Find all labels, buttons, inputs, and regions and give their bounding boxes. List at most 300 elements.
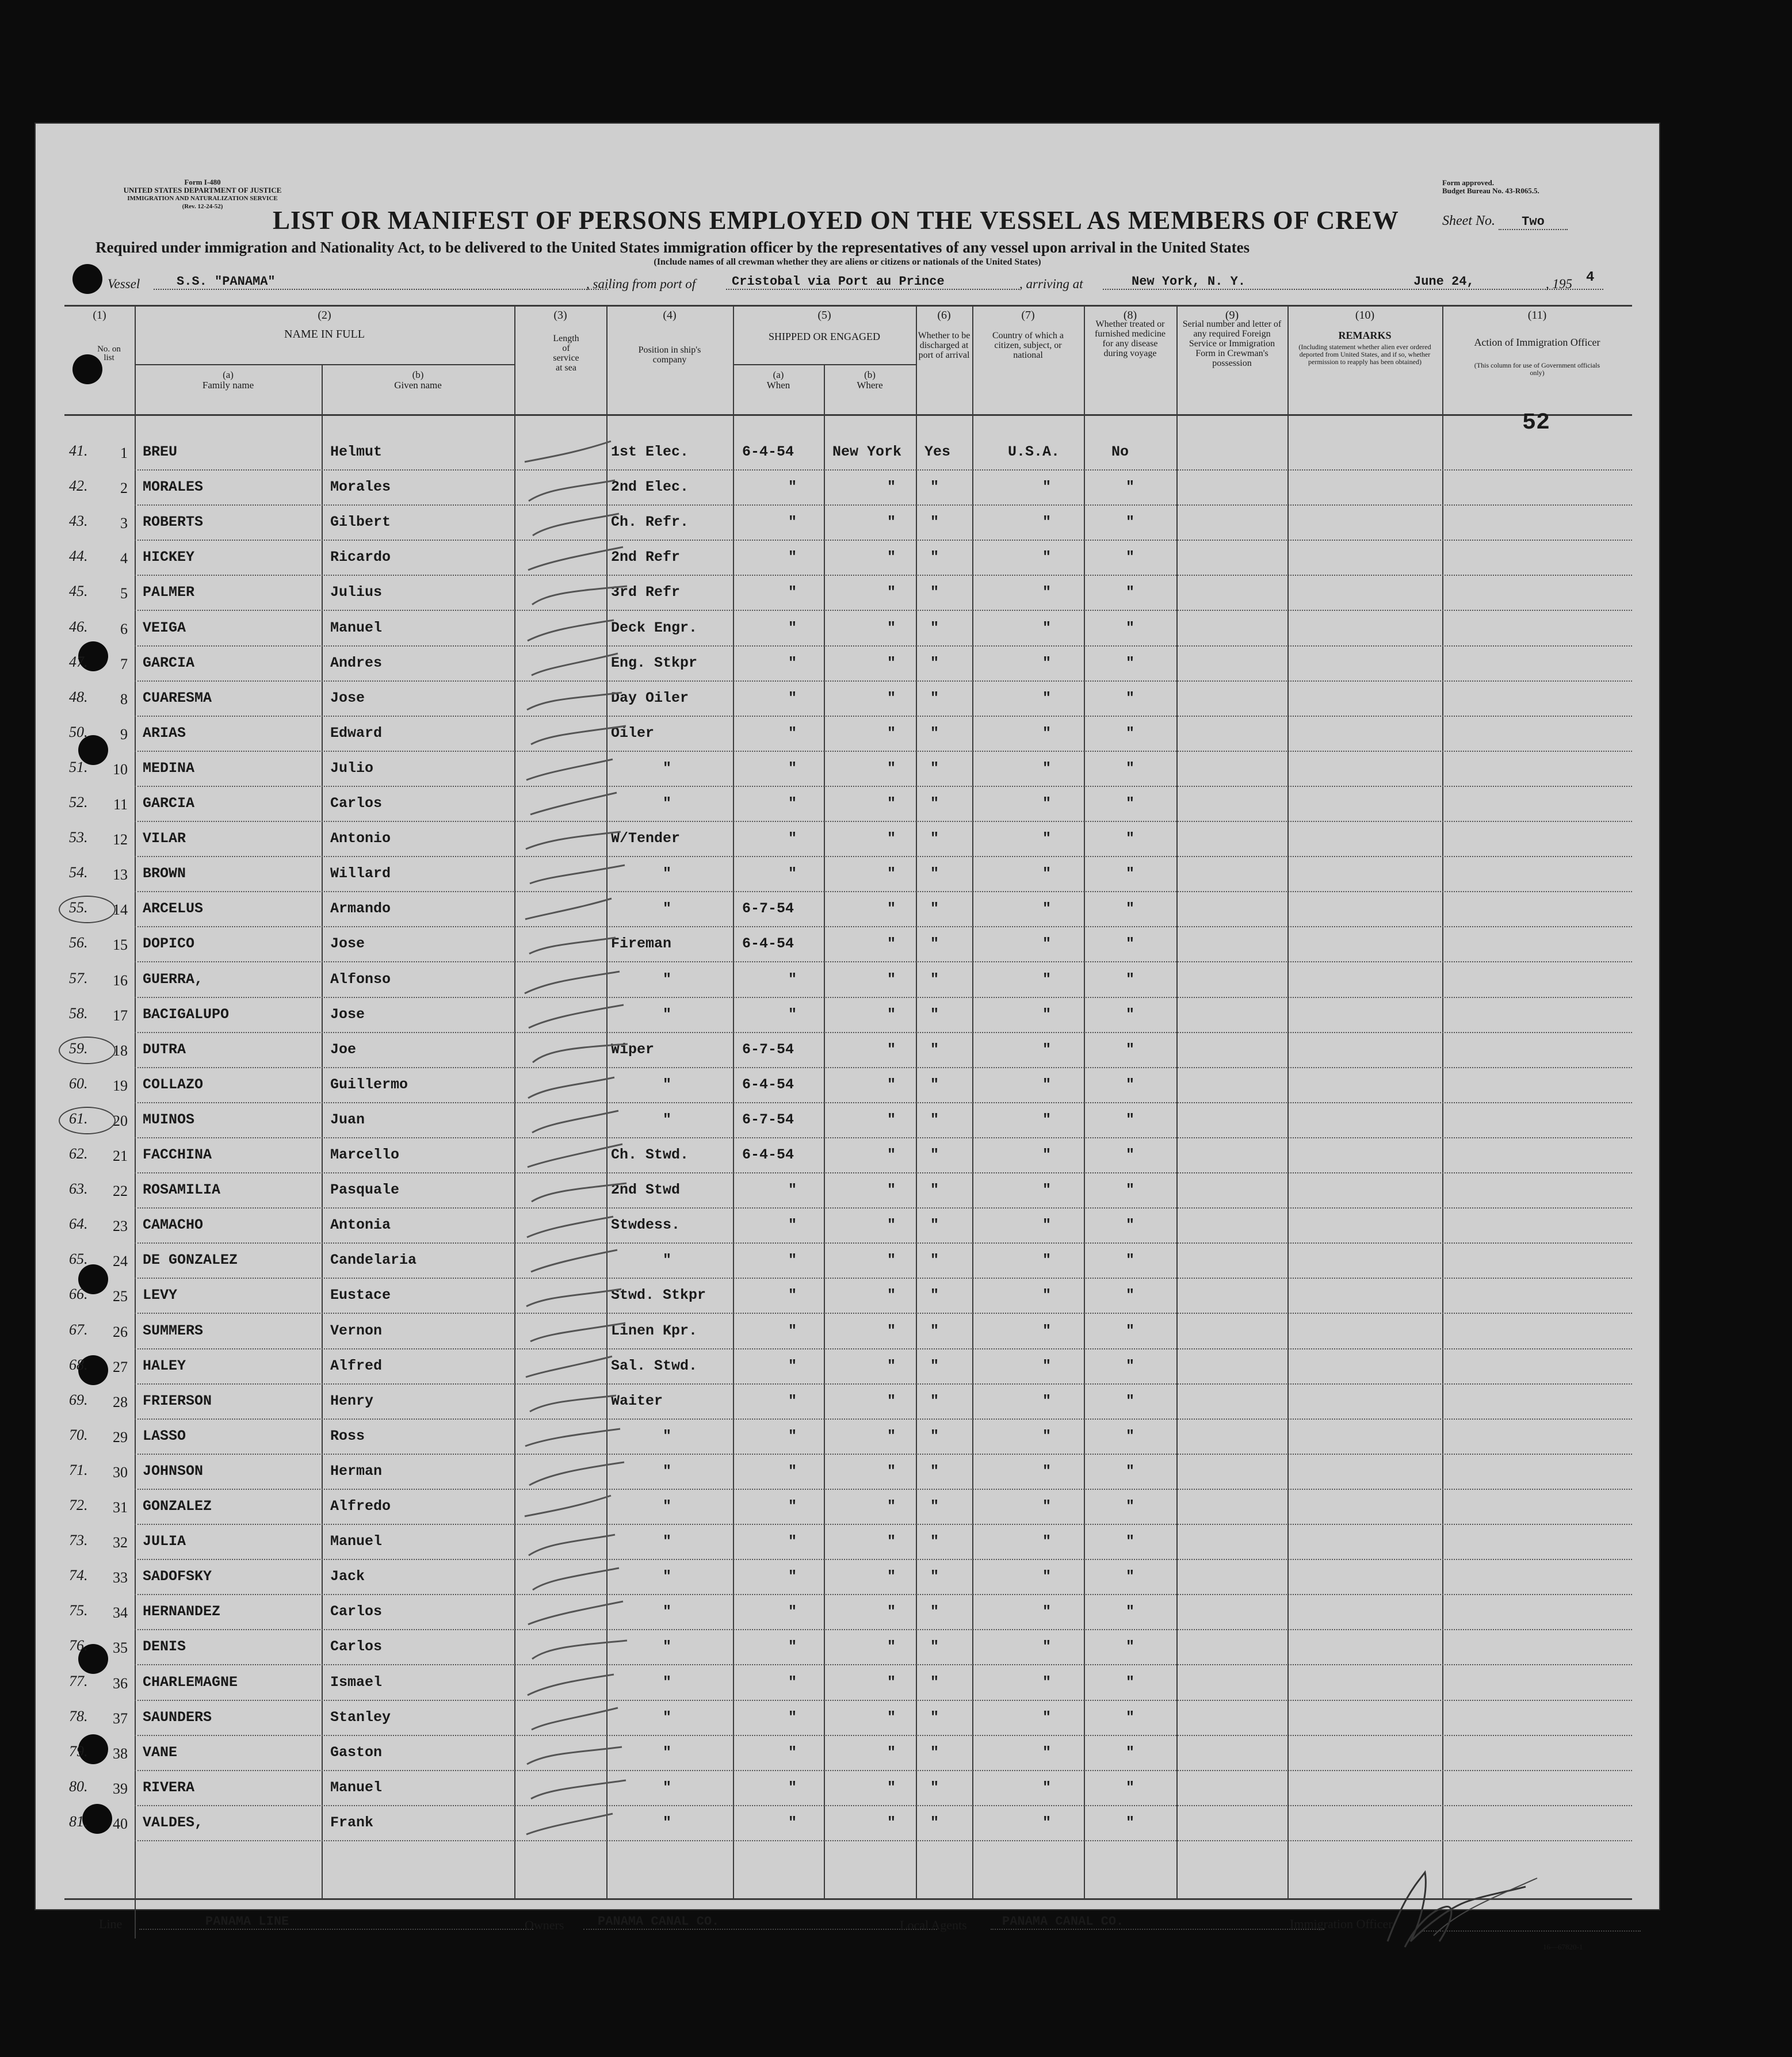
medicine-cell: " bbox=[1126, 1076, 1135, 1093]
shipped-where-cell: " bbox=[887, 1533, 896, 1550]
given-name-cell: Jose bbox=[330, 1005, 365, 1023]
discharge-cell: " bbox=[930, 479, 939, 496]
shipped-when-cell: 6-4-54 bbox=[742, 443, 794, 460]
discharge-cell: " bbox=[930, 654, 939, 671]
budget-number: Budget Bureau No. 43-R065.5. bbox=[1442, 186, 1539, 195]
discharge-cell: " bbox=[930, 1322, 939, 1339]
year-digit: 4 bbox=[1586, 270, 1595, 285]
shipped-where-cell: " bbox=[887, 514, 896, 531]
table-row bbox=[36, 829, 1659, 864]
family-name-cell: ARCELUS bbox=[143, 900, 204, 917]
handwritten-number: 53. bbox=[69, 829, 88, 846]
table-row bbox=[36, 618, 1659, 653]
list-number: 23 bbox=[113, 1218, 128, 1235]
shipped-when-cell: " bbox=[788, 1252, 797, 1269]
handwritten-number: 76. bbox=[69, 1637, 88, 1654]
shipped-when-cell: " bbox=[788, 865, 797, 882]
family-name-cell: GONZALEZ bbox=[143, 1498, 212, 1515]
discharge-cell: " bbox=[930, 1533, 939, 1550]
position-cell: Stwdess. bbox=[611, 1217, 681, 1234]
given-name-cell: Frank bbox=[330, 1814, 374, 1831]
shipped-when-cell: " bbox=[788, 1427, 797, 1444]
discharge-cell: " bbox=[930, 795, 939, 812]
check-mark bbox=[513, 721, 651, 756]
country-cell: " bbox=[1042, 1217, 1052, 1234]
row-rule bbox=[135, 1348, 1632, 1349]
medicine-cell: " bbox=[1126, 1182, 1135, 1199]
col11-note: (This column for use of Government officials only) bbox=[1474, 361, 1600, 377]
row-rule bbox=[135, 1032, 1632, 1033]
country-cell: " bbox=[1042, 1427, 1052, 1444]
table-row bbox=[36, 1602, 1659, 1637]
discharge-cell: " bbox=[930, 1111, 939, 1128]
shipped-when-cell: 6-4-54 bbox=[742, 1146, 794, 1163]
position-cell: Fireman bbox=[611, 935, 672, 953]
shipped-where-cell: " bbox=[887, 1498, 896, 1515]
shipped-when-cell: 6-4-54 bbox=[742, 935, 794, 953]
list-number: 20 bbox=[113, 1112, 128, 1129]
country-cell: " bbox=[1042, 514, 1052, 531]
list-number: 38 bbox=[113, 1745, 128, 1762]
given-name-cell: Pasquale bbox=[330, 1182, 400, 1199]
list-number: 31 bbox=[113, 1499, 128, 1516]
shipped-when-cell: " bbox=[788, 1217, 797, 1234]
country-cell: " bbox=[1042, 935, 1052, 953]
col4-header: Position in ship's company bbox=[638, 345, 701, 365]
shipped-where-cell: " bbox=[887, 970, 896, 988]
position-cell: 2nd Stwd bbox=[611, 1182, 681, 1199]
position-cell: " bbox=[663, 1708, 672, 1726]
given-name-cell: Alfredo bbox=[330, 1498, 391, 1515]
country-cell: " bbox=[1042, 795, 1052, 812]
shipped-when-cell: " bbox=[788, 1814, 797, 1831]
medicine-cell: " bbox=[1126, 1638, 1135, 1655]
check-mark bbox=[513, 1635, 651, 1669]
family-name-cell: RIVERA bbox=[143, 1779, 195, 1796]
list-number: 33 bbox=[113, 1569, 128, 1586]
country-cell: " bbox=[1042, 900, 1052, 917]
row-rule bbox=[135, 1102, 1632, 1103]
arriving-label: , arriving at bbox=[1019, 277, 1083, 291]
handwritten-number: 79. bbox=[69, 1742, 88, 1760]
shipped-when-cell: 6-4-54 bbox=[742, 1076, 794, 1093]
shipped-when-cell: " bbox=[788, 830, 797, 847]
approval-note bbox=[1442, 179, 1539, 195]
medicine-cell: " bbox=[1126, 1146, 1135, 1163]
shipped-where-cell: " bbox=[887, 1779, 896, 1796]
col4-number: (4) bbox=[663, 309, 677, 322]
shipped-when-cell: " bbox=[788, 514, 797, 531]
given-name-cell: Gaston bbox=[330, 1744, 383, 1761]
medicine-cell: " bbox=[1126, 1708, 1135, 1726]
shipped-where-cell: New York bbox=[832, 443, 902, 460]
row-rule bbox=[135, 1067, 1632, 1068]
check-mark bbox=[513, 1038, 651, 1072]
medicine-cell: " bbox=[1126, 1744, 1135, 1761]
col1-number: (1) bbox=[93, 309, 106, 322]
discharge-cell: " bbox=[930, 1638, 939, 1655]
medicine-cell: " bbox=[1126, 1322, 1135, 1339]
shipped-where-cell: " bbox=[887, 1427, 896, 1444]
form-code: 16—67820-1 bbox=[1543, 1943, 1583, 1951]
position-cell: " bbox=[663, 1814, 672, 1831]
table-row bbox=[36, 1110, 1659, 1145]
position-cell: " bbox=[663, 1005, 672, 1023]
table-row bbox=[36, 1567, 1659, 1602]
country-cell: " bbox=[1042, 830, 1052, 847]
shipped-where-cell: " bbox=[887, 1287, 896, 1304]
line-name: PANAMA LINE bbox=[139, 1914, 533, 1930]
family-name-cell: GUERRA, bbox=[143, 970, 204, 988]
table-row bbox=[36, 1391, 1659, 1427]
check-mark bbox=[513, 1741, 651, 1775]
list-number: 12 bbox=[113, 831, 128, 848]
discharge-cell: " bbox=[930, 1603, 939, 1620]
shipped-when-cell: " bbox=[788, 1533, 797, 1550]
given-name-cell: Herman bbox=[330, 1462, 383, 1479]
handwritten-number: 62. bbox=[69, 1145, 88, 1162]
list-number: 17 bbox=[113, 1007, 128, 1024]
handwritten-number: 73. bbox=[69, 1532, 88, 1549]
family-name-cell: SUMMERS bbox=[143, 1322, 204, 1339]
sheet-no-label: Sheet No. bbox=[1442, 213, 1495, 228]
family-name-cell: SADOFSKY bbox=[143, 1568, 212, 1585]
position-cell: " bbox=[663, 759, 672, 777]
check-mark bbox=[513, 1706, 651, 1740]
manifest-sheet bbox=[36, 124, 1659, 1951]
row-rule bbox=[135, 1559, 1632, 1560]
col2-header: NAME IN FULL bbox=[284, 328, 365, 341]
col6-header: Whether to be discharged at port of arrival bbox=[918, 331, 970, 360]
shipped-when-cell: " bbox=[788, 1462, 797, 1479]
shipped-where-cell: " bbox=[887, 584, 896, 601]
col3-number: (3) bbox=[553, 309, 567, 322]
check-mark bbox=[513, 440, 651, 475]
position-cell: Stwd. Stkpr bbox=[611, 1287, 706, 1304]
agents-label: Local Agents bbox=[900, 1918, 967, 1932]
discharge-cell: " bbox=[930, 900, 939, 917]
shipped-where-cell: " bbox=[887, 1568, 896, 1585]
position-cell: " bbox=[663, 1603, 672, 1620]
check-mark bbox=[513, 827, 651, 861]
discharge-cell: " bbox=[930, 1744, 939, 1761]
family-name-cell: ROBERTS bbox=[143, 514, 204, 531]
handwritten-number: 45. bbox=[69, 583, 88, 600]
handwritten-number: 78. bbox=[69, 1707, 88, 1725]
year-prefix: , 195 bbox=[1546, 277, 1572, 291]
family-name-cell: VILAR bbox=[143, 830, 186, 847]
position-cell: Sal. Stwd. bbox=[611, 1357, 698, 1374]
given-name-cell: Vernon bbox=[330, 1322, 383, 1339]
position-cell: " bbox=[663, 1462, 672, 1479]
country-cell: " bbox=[1042, 654, 1052, 671]
shipped-when-cell: " bbox=[788, 1744, 797, 1761]
vessel-line bbox=[108, 270, 1626, 295]
list-number: 39 bbox=[113, 1780, 128, 1797]
handwritten-number: 48. bbox=[69, 688, 88, 705]
given-name-cell: Carlos bbox=[330, 1603, 383, 1620]
shipped-where-cell: " bbox=[887, 1392, 896, 1409]
table-row bbox=[36, 1075, 1659, 1110]
row-rule bbox=[135, 1629, 1632, 1630]
row-rule bbox=[135, 1524, 1632, 1525]
medicine-cell: " bbox=[1126, 479, 1135, 496]
given-name-cell: Jose bbox=[330, 935, 365, 953]
row-rule bbox=[135, 1383, 1632, 1385]
given-name-cell: Ismael bbox=[330, 1673, 383, 1691]
position-cell: Ch. Stwd. bbox=[611, 1146, 689, 1163]
family-name-cell: VEIGA bbox=[143, 619, 186, 636]
medicine-cell: " bbox=[1126, 935, 1135, 953]
circled-number-mark bbox=[59, 1107, 116, 1134]
shipped-where-cell: " bbox=[887, 1182, 896, 1199]
medicine-cell: " bbox=[1126, 1357, 1135, 1374]
country-cell: " bbox=[1042, 970, 1052, 988]
given-name-cell: Julius bbox=[330, 584, 383, 601]
position-cell: Eng. Stkpr bbox=[611, 654, 698, 671]
country-cell: " bbox=[1042, 1498, 1052, 1515]
row-rule bbox=[135, 1207, 1632, 1209]
sailing-from: Cristobal via Port au Prince bbox=[726, 274, 1019, 290]
list-number: 1 bbox=[120, 445, 128, 461]
given-name-cell: Edward bbox=[330, 724, 383, 741]
country-cell: " bbox=[1042, 689, 1052, 706]
medicine-cell: " bbox=[1126, 1533, 1135, 1550]
check-mark bbox=[513, 651, 651, 686]
given-name-cell: Jack bbox=[330, 1568, 365, 1585]
table-row bbox=[36, 477, 1659, 513]
table-row bbox=[36, 1145, 1659, 1180]
handwritten-number: 56. bbox=[69, 934, 88, 951]
list-number: 11 bbox=[113, 796, 128, 813]
row-rule bbox=[135, 1664, 1632, 1665]
medicine-cell: " bbox=[1126, 1252, 1135, 1269]
position-cell: " bbox=[663, 1427, 672, 1444]
stamp-number: 52 bbox=[1522, 410, 1550, 436]
discharge-cell: " bbox=[930, 1779, 939, 1796]
check-mark bbox=[513, 686, 651, 721]
check-mark bbox=[513, 580, 651, 615]
list-number: 10 bbox=[113, 760, 128, 778]
family-name-cell: PALMER bbox=[143, 584, 195, 601]
vessel-name: S.S. "PANAMA" bbox=[154, 274, 608, 290]
discharge-cell: " bbox=[930, 1182, 939, 1199]
medicine-cell: No bbox=[1111, 443, 1129, 460]
shipped-where-cell: " bbox=[887, 1603, 896, 1620]
col8-header: Whether treated or furnished medicine for any disease during voyage bbox=[1094, 319, 1166, 358]
shipped-where-cell: " bbox=[887, 795, 896, 812]
shipped-when-cell: " bbox=[788, 1322, 797, 1339]
row-rule bbox=[135, 891, 1632, 892]
handwritten-number: 52. bbox=[69, 794, 88, 810]
family-name-cell: CUARESMA bbox=[143, 689, 212, 706]
country-cell: " bbox=[1042, 1076, 1052, 1093]
discharge-cell: " bbox=[930, 1462, 939, 1479]
shipped-when-cell: " bbox=[788, 795, 797, 812]
table-row bbox=[36, 970, 1659, 1005]
check-mark bbox=[513, 1494, 651, 1529]
given-name-cell: Eustace bbox=[330, 1287, 391, 1304]
given-name-cell: Antonia bbox=[330, 1217, 391, 1234]
position-cell: Ch. Refr. bbox=[611, 514, 689, 531]
row-rule bbox=[135, 821, 1632, 822]
handwritten-number: 58. bbox=[69, 1004, 88, 1022]
shipped-where-cell: " bbox=[887, 1076, 896, 1093]
shipped-where-cell: " bbox=[887, 1638, 896, 1655]
line-label: Line bbox=[99, 1917, 123, 1931]
row-rule bbox=[135, 1419, 1632, 1420]
table-row bbox=[36, 1180, 1659, 1215]
subtitle: Required under immigration and Nationality Act, to be delivered to the United States immigration officer by the representatives of any vessel upon arrival in the United States bbox=[95, 239, 1250, 256]
officer-label: Immigration Officer bbox=[1290, 1917, 1393, 1931]
given-name-cell: Stanley bbox=[330, 1708, 391, 1726]
table-row bbox=[36, 1708, 1659, 1743]
handwritten-number: 50. bbox=[69, 723, 88, 740]
country-cell: " bbox=[1042, 759, 1052, 777]
table-row bbox=[36, 1462, 1659, 1497]
check-mark bbox=[513, 756, 651, 791]
table-row bbox=[36, 794, 1659, 829]
family-name-cell: MUINOS bbox=[143, 1111, 195, 1128]
check-mark bbox=[513, 1424, 651, 1459]
family-name-cell: HERNANDEZ bbox=[143, 1603, 221, 1620]
handwritten-number: 77. bbox=[69, 1672, 88, 1689]
discharge-cell: Yes bbox=[924, 443, 951, 460]
circled-number-mark bbox=[59, 896, 116, 923]
shipped-where-cell: " bbox=[887, 549, 896, 566]
country-cell: " bbox=[1042, 1673, 1052, 1691]
position-cell: " bbox=[663, 1673, 672, 1691]
row-rule bbox=[135, 1594, 1632, 1595]
officer-signature bbox=[1370, 1855, 1572, 1959]
shipped-where-cell: " bbox=[887, 1041, 896, 1058]
country-cell: " bbox=[1042, 1252, 1052, 1269]
position-cell: " bbox=[663, 1498, 672, 1515]
country-cell: " bbox=[1042, 1603, 1052, 1620]
discharge-cell: " bbox=[930, 1041, 939, 1058]
discharge-cell: " bbox=[930, 865, 939, 882]
position-cell: Deck Engr. bbox=[611, 619, 698, 636]
list-number: 26 bbox=[113, 1323, 128, 1340]
list-number: 5 bbox=[120, 585, 128, 602]
shipped-where-cell: " bbox=[887, 935, 896, 953]
given-name-cell: Morales bbox=[330, 479, 391, 496]
family-name-cell: JULIA bbox=[143, 1533, 186, 1550]
position-cell: Oiler bbox=[611, 724, 655, 741]
table-row bbox=[36, 1532, 1659, 1567]
check-mark bbox=[513, 862, 651, 896]
list-number: 37 bbox=[113, 1710, 128, 1727]
shipped-when-cell: " bbox=[788, 584, 797, 601]
medicine-cell: " bbox=[1126, 1673, 1135, 1691]
country-cell: " bbox=[1042, 1568, 1052, 1585]
shipped-when-cell: " bbox=[788, 1708, 797, 1726]
family-name-cell: VANE bbox=[143, 1744, 178, 1761]
family-name-cell: JOHNSON bbox=[143, 1462, 204, 1479]
family-name-cell: DUTRA bbox=[143, 1041, 186, 1058]
check-mark bbox=[513, 1565, 651, 1599]
country-cell: " bbox=[1042, 549, 1052, 566]
position-cell: 1st Elec. bbox=[611, 443, 689, 460]
handwritten-number: 72. bbox=[69, 1497, 88, 1513]
handwritten-number: 55. bbox=[69, 899, 88, 916]
table-row bbox=[36, 1673, 1659, 1708]
family-name-cell: HICKEY bbox=[143, 549, 195, 566]
discharge-cell: " bbox=[930, 1357, 939, 1374]
discharge-cell: " bbox=[930, 1005, 939, 1023]
country-cell: " bbox=[1042, 1392, 1052, 1409]
shipped-when-cell: " bbox=[788, 654, 797, 671]
table-row bbox=[36, 1637, 1659, 1672]
position-cell: " bbox=[663, 1568, 672, 1585]
given-name-cell: Ross bbox=[330, 1427, 365, 1444]
list-number: 16 bbox=[113, 972, 128, 989]
family-name-cell: MORALES bbox=[143, 479, 204, 496]
row-rule bbox=[135, 716, 1632, 717]
list-number: 7 bbox=[120, 655, 128, 672]
check-mark bbox=[513, 1108, 651, 1142]
medicine-cell: " bbox=[1126, 1568, 1135, 1585]
family-name-cell: FRIERSON bbox=[143, 1392, 212, 1409]
country-cell: " bbox=[1042, 1533, 1052, 1550]
shipped-where-cell: " bbox=[887, 619, 896, 636]
table-row bbox=[36, 1427, 1659, 1462]
list-number: 19 bbox=[113, 1077, 128, 1094]
family-name-cell: FACCHINA bbox=[143, 1146, 212, 1163]
shipped-where-cell: " bbox=[887, 1673, 896, 1691]
row-rule bbox=[135, 610, 1632, 611]
check-mark bbox=[513, 1600, 651, 1634]
handwritten-number: 80. bbox=[69, 1777, 88, 1795]
row-rule bbox=[135, 1805, 1632, 1806]
list-number: 36 bbox=[113, 1674, 128, 1692]
vessel-label: Vessel bbox=[108, 277, 140, 291]
position-cell: " bbox=[663, 1744, 672, 1761]
position-cell: " bbox=[663, 1779, 672, 1796]
list-number: 3 bbox=[120, 515, 128, 532]
family-name-cell: DE GONZALEZ bbox=[143, 1252, 238, 1269]
medicine-cell: " bbox=[1126, 1779, 1135, 1796]
shipped-when-cell: " bbox=[788, 1498, 797, 1515]
position-cell: Linen Kpr. bbox=[611, 1322, 698, 1339]
country-cell: " bbox=[1042, 1708, 1052, 1726]
list-number: 27 bbox=[113, 1358, 128, 1375]
shipped-when-cell: " bbox=[788, 1779, 797, 1796]
given-name-cell: Alfonso bbox=[330, 970, 391, 988]
table-row bbox=[36, 724, 1659, 759]
shipped-when-cell: " bbox=[788, 1287, 797, 1304]
position-cell: 3rd Refr bbox=[611, 584, 681, 601]
check-mark bbox=[513, 1776, 651, 1810]
position-cell: 2nd Elec. bbox=[611, 479, 689, 496]
shipped-where-cell: " bbox=[887, 689, 896, 706]
medicine-cell: " bbox=[1126, 1498, 1135, 1515]
table-row bbox=[36, 689, 1659, 724]
table-row bbox=[36, 442, 1659, 477]
discharge-cell: " bbox=[930, 689, 939, 706]
table-row bbox=[36, 759, 1659, 794]
shipped-when-cell: " bbox=[788, 689, 797, 706]
check-mark bbox=[513, 475, 651, 510]
discharge-cell: " bbox=[930, 830, 939, 847]
check-mark bbox=[513, 616, 651, 651]
discharge-cell: " bbox=[930, 584, 939, 601]
name-subheader-rule bbox=[135, 364, 514, 365]
discharge-cell: " bbox=[930, 1708, 939, 1726]
shipped-where-cell: " bbox=[887, 759, 896, 777]
subnote: (Include names of all crewman whether they are aliens or citizens or nationals of the United States) bbox=[654, 257, 1041, 267]
check-mark bbox=[513, 1530, 651, 1564]
